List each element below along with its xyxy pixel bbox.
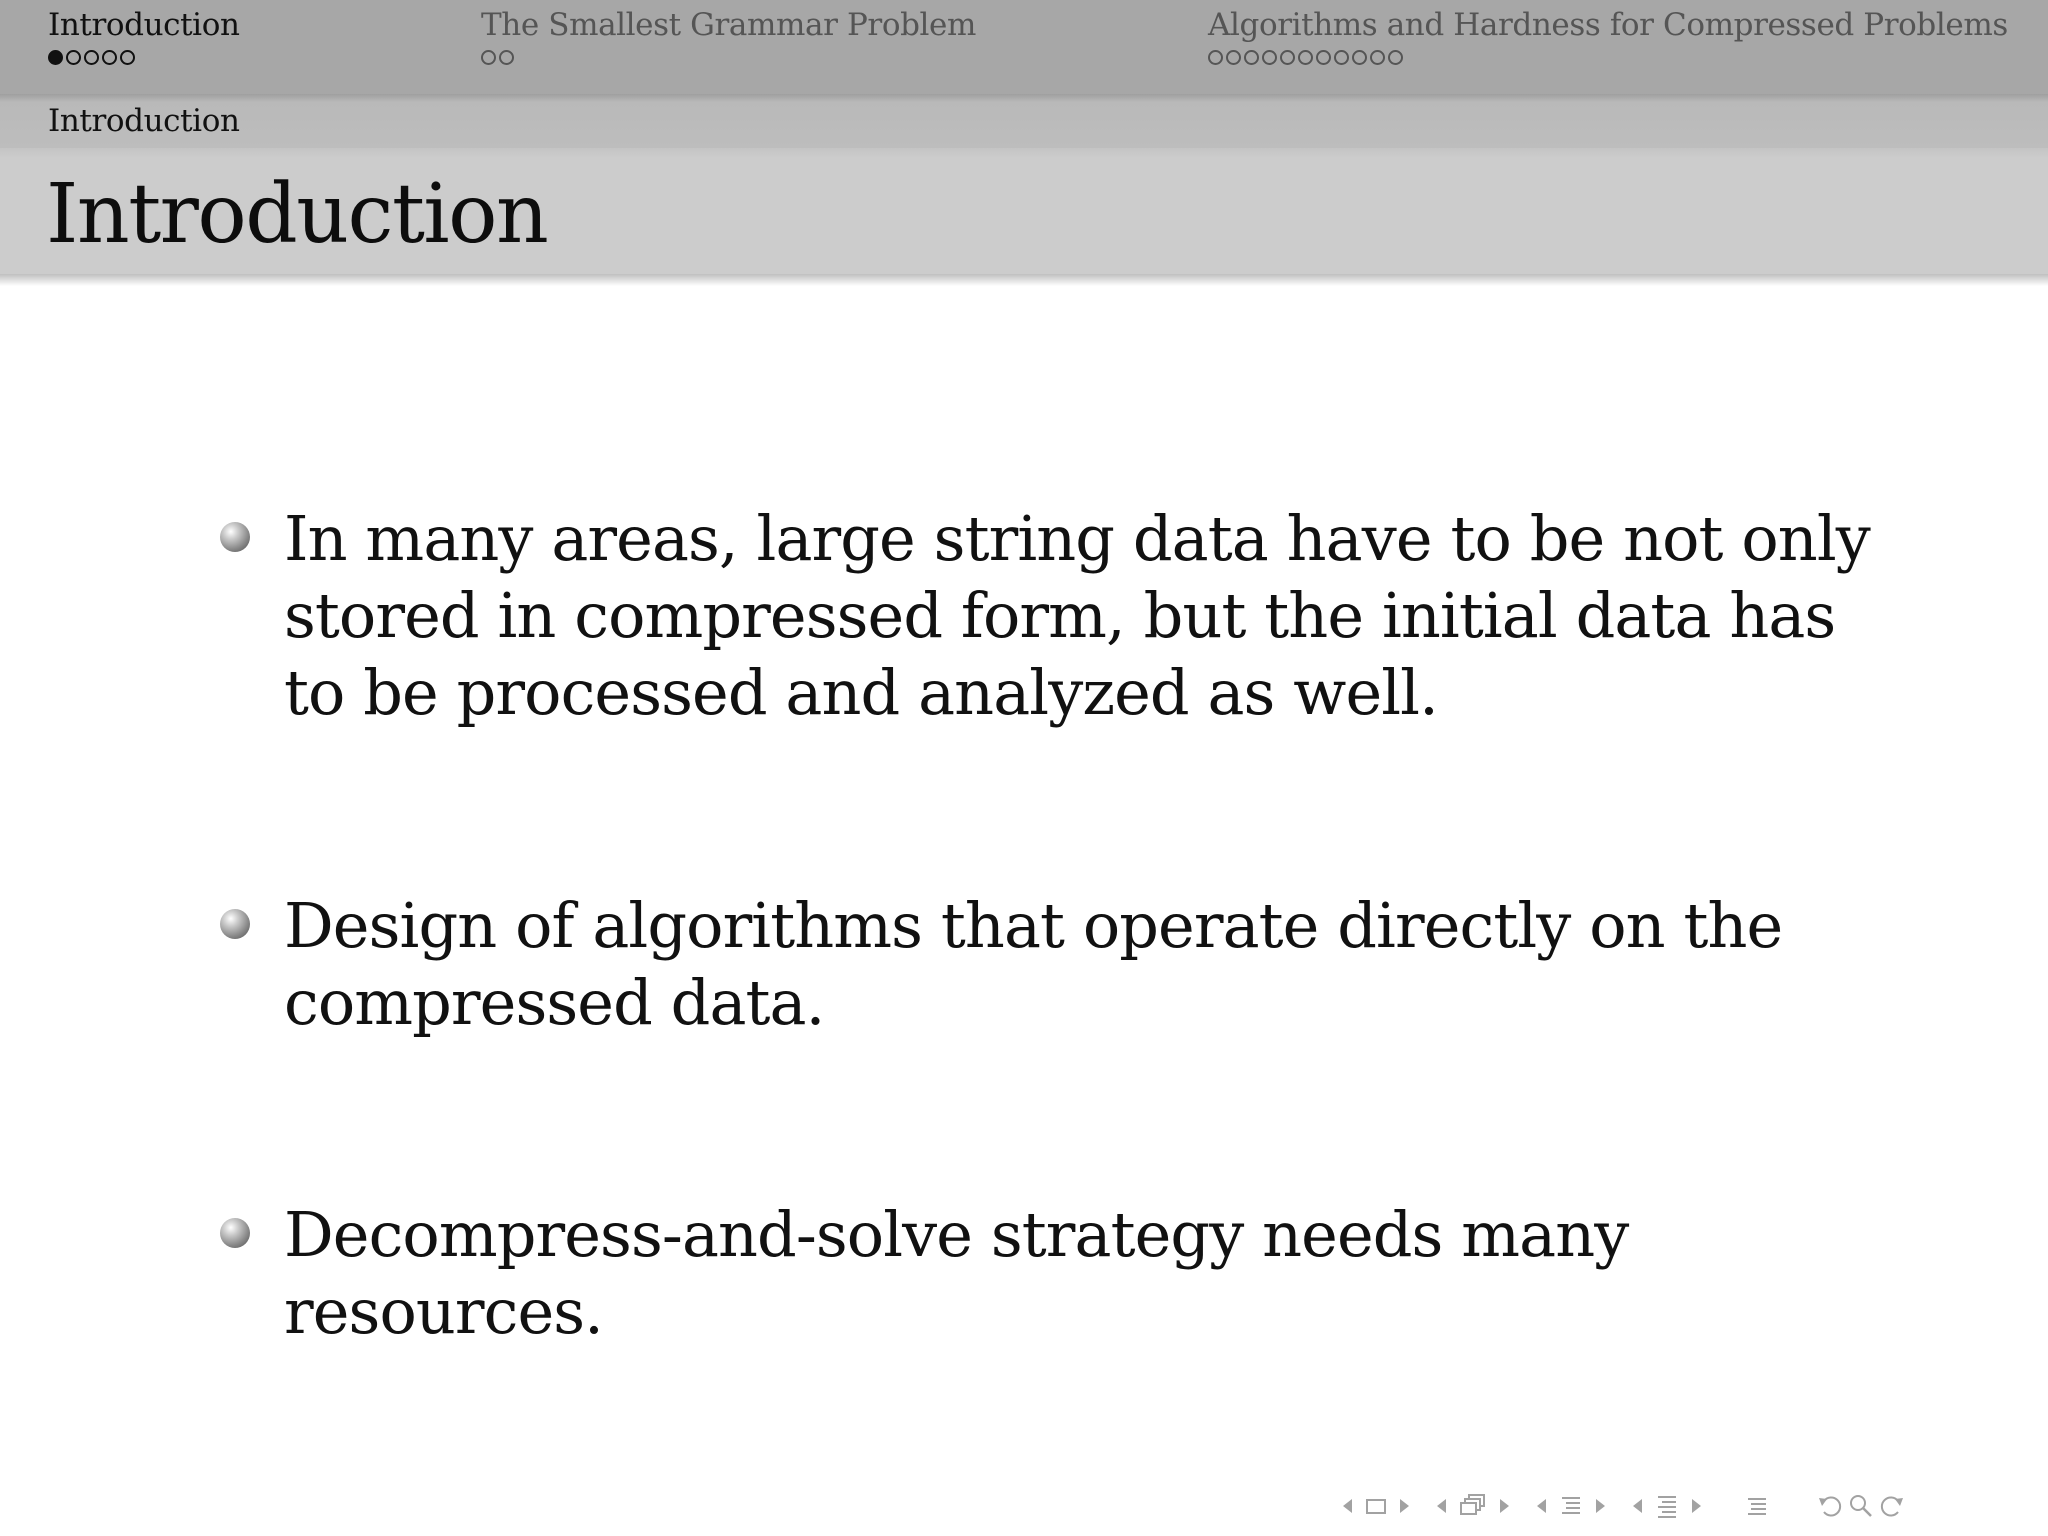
frame-dot[interactable] — [1208, 50, 1223, 65]
next-slide-icon[interactable] — [1398, 1497, 1412, 1515]
frame-dot[interactable] — [1298, 50, 1313, 65]
frame-dot[interactable] — [102, 50, 117, 65]
frame-dots — [48, 50, 240, 66]
nav-section-smallest-grammar[interactable] — [481, 6, 976, 66]
toc-icon[interactable] — [1744, 1493, 1770, 1519]
bullet-ball-icon — [220, 1218, 250, 1248]
bullet-ball-icon — [220, 909, 250, 939]
frame-dot[interactable] — [1388, 50, 1403, 65]
bullet-text: Decompress-and-solve strategy needs many resources. — [284, 1198, 1629, 1348]
frame-dot[interactable] — [1370, 50, 1385, 65]
frame-title-bar — [0, 148, 2048, 274]
nav-section-introduction[interactable] — [48, 6, 240, 66]
nav-section-title[interactable]: Introduction — [48, 7, 240, 43]
prev-slide-icon[interactable] — [1340, 1497, 1354, 1515]
subsection-label[interactable]: Introduction — [48, 103, 240, 139]
frame-dots — [1208, 50, 2008, 66]
frame-dot[interactable] — [1280, 50, 1295, 65]
frame-dots — [481, 50, 976, 66]
prev-section-icon[interactable] — [1630, 1497, 1644, 1515]
bullet-text: In many areas, large string data have to be not only stored in compressed form, but the initial data has to be processed and analyzed as well. — [284, 502, 1870, 729]
nav-section-algorithms-hardness[interactable] — [1208, 6, 2008, 66]
title-shadow — [0, 274, 2048, 286]
subsection-bar — [0, 94, 2048, 148]
section-navigation-bar — [0, 0, 2048, 94]
nav-section-title[interactable]: The Smallest Grammar Problem — [481, 7, 977, 43]
prev-subsection-icon[interactable] — [1534, 1497, 1548, 1515]
section-icon[interactable] — [1654, 1493, 1680, 1519]
next-section-icon[interactable] — [1690, 1497, 1704, 1515]
forward-icon[interactable] — [1878, 1493, 1906, 1519]
frame-dot[interactable] — [1244, 50, 1259, 65]
search-icon[interactable] — [1848, 1493, 1874, 1519]
nav-section-title[interactable]: Algorithms and Hardness for Compressed Problems — [1208, 7, 2008, 43]
frame-dot[interactable] — [84, 50, 99, 65]
beamer-navigation-symbols — [1340, 1484, 1906, 1528]
frame-dot[interactable] — [1262, 50, 1277, 65]
frame-dot[interactable] — [499, 50, 514, 65]
frame-dot[interactable] — [1226, 50, 1241, 65]
frame-icon[interactable] — [1458, 1493, 1488, 1519]
frame-dot[interactable] — [1334, 50, 1349, 65]
frame-dot[interactable] — [481, 50, 496, 65]
frame-dot[interactable] — [1352, 50, 1367, 65]
slide-icon[interactable] — [1364, 1496, 1388, 1516]
back-icon[interactable] — [1816, 1493, 1844, 1519]
next-frame-icon[interactable] — [1498, 1497, 1512, 1515]
bullet-ball-icon — [220, 522, 250, 552]
frame-dot-current[interactable] — [48, 50, 63, 65]
frame-dot[interactable] — [1316, 50, 1331, 65]
frame-title: Introduction — [46, 167, 548, 262]
next-subsection-icon[interactable] — [1594, 1497, 1608, 1515]
bullet-text: Design of algorithms that operate directly on the compressed data. — [284, 889, 1783, 1039]
prev-frame-icon[interactable] — [1434, 1497, 1448, 1515]
frame-dot[interactable] — [66, 50, 81, 65]
subsection-icon[interactable] — [1558, 1493, 1584, 1519]
frame-dot[interactable] — [120, 50, 135, 65]
